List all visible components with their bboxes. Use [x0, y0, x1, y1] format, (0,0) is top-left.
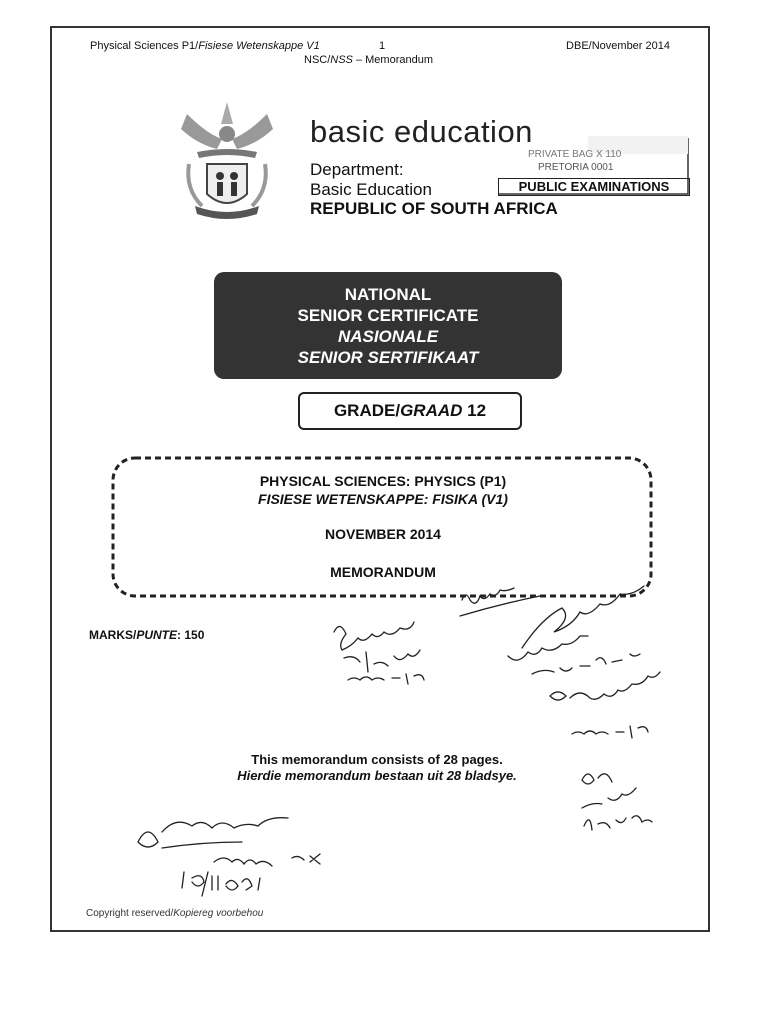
country-name: REPUBLIC OF SOUTH AFRICA	[310, 199, 558, 218]
marks-label-italic: PUNTE	[136, 628, 178, 642]
page-number: 1	[379, 40, 386, 52]
stamp-line-2: PRETORIA 0001	[538, 162, 614, 173]
cert-line-3: NASIONALE	[337, 327, 439, 346]
copyright-italic: Kopiereg voorbehou	[173, 908, 264, 919]
grade-label: GRADE/	[333, 401, 401, 420]
page-count-en: This memorandum consists of 28 pages.	[251, 752, 503, 767]
page-count-af: Hierdie memorandum bestaan uit 28 bladsye.	[237, 768, 517, 783]
grade-number: 12	[467, 401, 487, 420]
stamp-line-3: PUBLIC EXAMINATIONS	[498, 178, 690, 196]
handwritten-signatures	[52, 28, 712, 934]
department-name: Basic Education	[310, 180, 432, 199]
exam-month: NOVEMBER 2014	[325, 526, 441, 542]
document-type: MEMORANDUM	[330, 564, 436, 580]
stamp-line-1: PRIVATE BAG X 110	[528, 149, 622, 160]
subject-line-1: PHYSICAL SCIENCES: PHYSICS (P1)	[259, 473, 507, 489]
grade-label-italic: GRAAD	[400, 401, 463, 420]
cert-line-2: SENIOR CERTIFICATE	[297, 306, 479, 325]
copyright-text: Copyright reserved/	[86, 908, 174, 919]
department-label: Department:	[310, 160, 404, 179]
basic-education-title: basic education	[310, 114, 533, 149]
subtitle-nss: NSS	[330, 54, 353, 66]
subtitle-nsc: NSC/	[304, 54, 331, 66]
cert-line-1: NATIONAL	[344, 285, 432, 304]
header-subject-text: Physical Sciences P1/	[90, 40, 199, 52]
copyright-footer	[86, 908, 263, 919]
cert-line-4: SENIOR SERTIFIKAAT	[297, 348, 479, 367]
subject-line-2: FISIESE WETENSKAPPE: FISIKA (V1)	[258, 491, 508, 507]
document-page	[50, 26, 710, 932]
header-subject-italic: Fisiese Wetenskappe V1	[198, 40, 320, 52]
subtitle-rest: – Memorandum	[352, 54, 433, 66]
header-board: DBE/November 2014	[566, 40, 670, 52]
marks-value: : 150	[177, 628, 205, 642]
marks-label: MARKS/	[89, 628, 137, 642]
